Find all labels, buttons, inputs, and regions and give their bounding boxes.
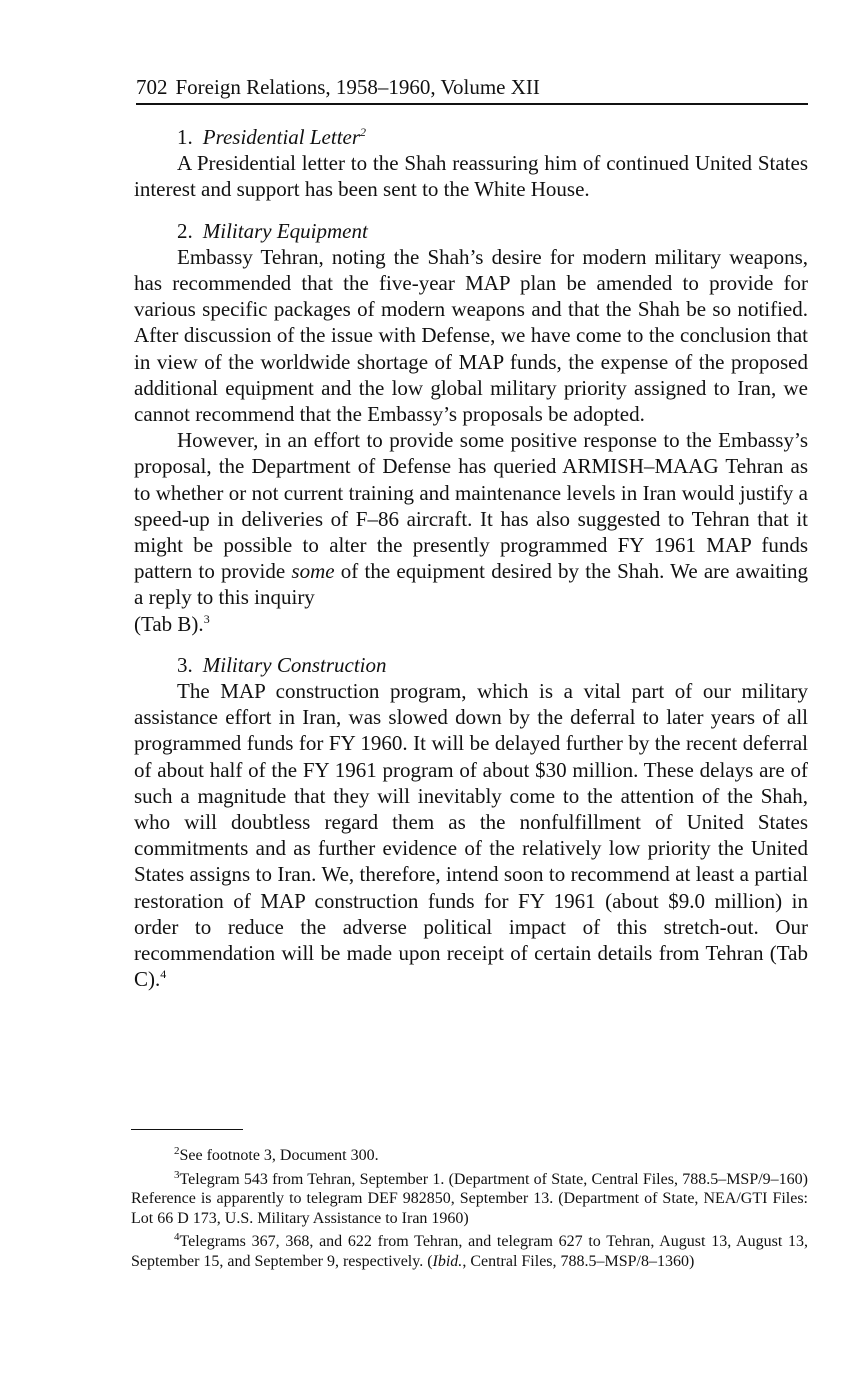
- footnote-ref: 2: [360, 125, 367, 139]
- footnote-divider: [131, 1129, 243, 1130]
- footnote: $^4$Telegrams 367, 368, and 622 from Tehran, and telegram 627 to Tehran, August 13, August 13, September 15, and September 9, respectively. (Ibid., Central Files, 788.5–MSP/8–1360): [131, 1231, 808, 1270]
- footnote-ref: 3: [203, 611, 210, 626]
- paragraph: Embassy Tehran, noting the Shah’s desire for modern military weapons, has recommended that the five-year MAP plan be amended to provide for various specific packages of modern weapons and that the Shah be so notified. After discussion of the issue with Defense, we have come to the conclusion that in view of the worldwide shortage of MAP funds, the expense of the proposed additional equipment and the low global military priority assigned to Iran, we cannot recommend that the Embassy’s proposals be adopted.: [134, 244, 808, 427]
- main-text: [134, 124, 808, 993]
- section-title: Military Equipment: [202, 218, 368, 243]
- section-heading-military-construction: [134, 652, 808, 678]
- emphasis-text: some: [291, 559, 335, 584]
- footnote: $^3$Telegram 543 from Tehran, September 1. (Department of State, Central Files, 788.5–MSP/9–160) Reference is apparently to telegram DEF 982850, September 13. (Department of State, NEA/GTI Files: Lot 66 D 173, U.S. Military Assistance to Iran 1960): [131, 1168, 808, 1227]
- running-header: [136, 72, 808, 105]
- section-title: Presidential Letter: [202, 125, 361, 149]
- section-heading-presidential-letter: [134, 124, 808, 150]
- section-number: 2.: [177, 218, 193, 243]
- paragraph: The MAP construction program, which is a vital part of our military assistance effort in Iran, was slowed down by the deferral to later years of all programmed funds for FY 1960. It will be delayed further by the recent deferral of about half of the FY 1961 program of about $30 million. These delays are of such a magnitude that they will inevitably come to the attention of the Shah, who will doubtless regard them as the nonfulfillment of United States commitments and as further evidence of the relatively low priority the United States assigns to Iran. We, therefore, intend soon to recommend at least a partial restoration of MAP construction funds for FY 1961 (about $9.0 million) in order to reduce the adverse political impact of this stretch-out. Our recommendation will be made upon receipt of certain details from Tehran (Tab C).$^4$: [134, 679, 808, 992]
- section-number: 1.: [177, 125, 193, 149]
- section-heading-military-equipment: [134, 218, 808, 244]
- volume-title: Foreign Relations, 1958–1960, Volume XII: [175, 75, 540, 99]
- footnotes: [131, 1146, 808, 1276]
- footnote-ref: 4: [160, 967, 167, 982]
- section-title: Military Construction: [202, 652, 387, 677]
- paragraph: A Presidential letter to the Shah reassuring him of continued United States interest and support has been sent to the White House.: [134, 151, 808, 202]
- section-number: 3.: [177, 652, 193, 677]
- paragraph-end: (Tab B).$^3$: [134, 611, 210, 636]
- page-number: 702: [136, 75, 168, 99]
- footnote: $^2$See footnote 3, Document 300.: [174, 1145, 379, 1164]
- paragraph: However, in an effort to provide some positive response to the Embassy’s proposal, the Department of Defense has queried ARMISH–MAAG Tehran as to whether or not current training and maintenance levels in Iran would justify a speed-up in deliveries of F–86 aircraft. It has also suggested to Tehran that it might be possible to alter the presently programmed FY 1961 MAP funds pattern to provide some of the equipment desired by the Shah. We are awaiting a reply to this inquiry: [134, 428, 808, 610]
